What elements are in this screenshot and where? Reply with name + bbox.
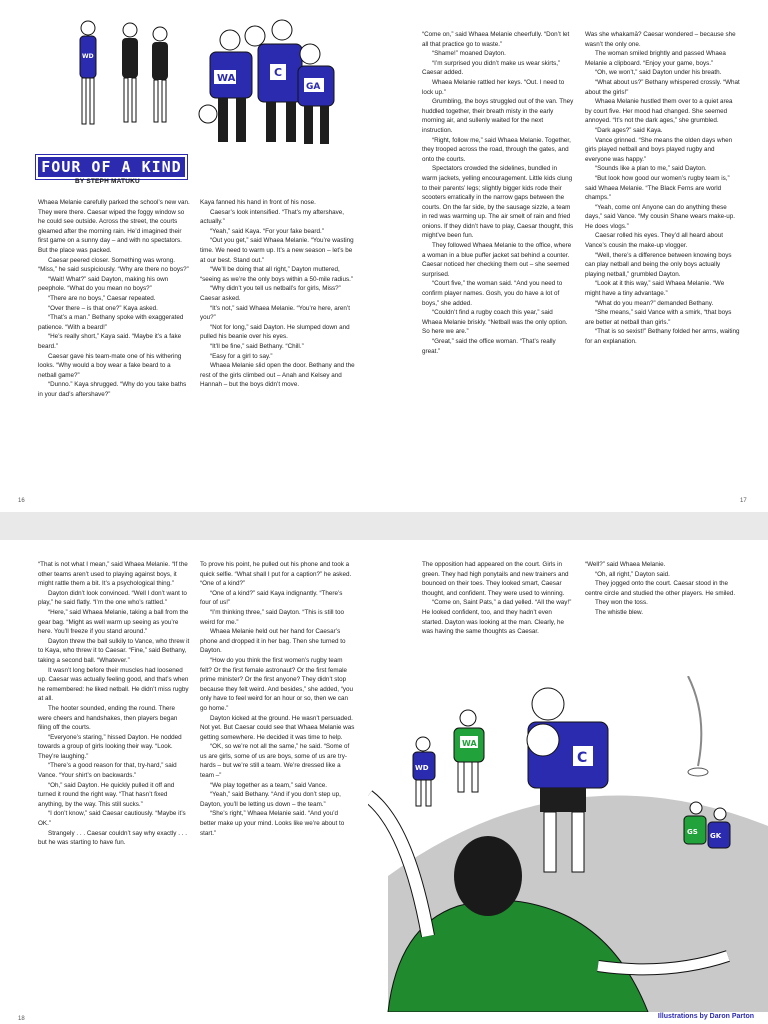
paragraph: Caesar rolled his eyes. They’d all heard about Vance’s cousin the make-up vlogger. (585, 232, 723, 250)
bib-wa-top: WA (217, 73, 236, 84)
illustration-credit: Illustrations by Daron Parton (657, 1013, 754, 1020)
bottom-col-2 (200, 560, 355, 838)
paragraph: Vance grinned. “She means the olden days when girls played netball and boys played rugby and everyone was happy.” (585, 136, 733, 163)
paragraph: They jogged onto the court. Caesar stood in the centre circle and studied the other players. He smiled. (585, 580, 736, 597)
paragraph: Whaea Melanie rattled her keys. “Out. I need to lock up.” (422, 78, 565, 96)
story-title-banner (36, 155, 187, 179)
paragraph: “Easy for a girl to say.” (210, 352, 273, 360)
paragraph: “Look at it this way,” said Whaea Melanie. “We might have a tiny advantage.” (585, 280, 725, 298)
bottom-spread (0, 540, 768, 1024)
bib-wa-bottom: WA (462, 739, 477, 748)
paragraph: “Sounds like a plan to me,” said Dayton. (595, 165, 707, 173)
paragraph: “Out you get,” said Whaea Melanie. “You’re wasting time. We need to warm up. It’s a new season – let’s be at our best. Stand out.” (200, 237, 354, 264)
paragraph: Spectators crowded the sidelines, bundled in warm jackets, yelling encouragement. Little kids clung to their parents’ legs; slightly bigger kids rode their scooters erratically in the narrow gaps between the courts. On the far side, by the sausage sizzle, a team in red was warming up. The air smelt of rain and fried onions. If they didn’t have to play, Caesar thought, this might’ve been fun. (422, 165, 574, 240)
paragraph: Strangely . . . Caesar couldn’t say why exactly . . . but he was starting to have fun. (38, 829, 187, 847)
paragraph: “I’m surprised you didn’t make us wear skirts,” Caesar added. (422, 59, 561, 77)
paragraph: “Oh, all right,” Dayton said. (595, 570, 670, 578)
paragraph: Kaya fanned his hand in front of his nose. (200, 199, 316, 206)
paragraph: They followed Whaea Melanie to the office, where a woman in a blue puffer jacket sat behind a counter. Caesar noticed her checking them out – she seemed surprised. (422, 242, 572, 278)
paragraph: “OK, so we’re not all the same,” he said. “Some of us are girls, some of us are boys, some of us are try-hards – but we’re still a team. We’re dressed like a team –” (200, 743, 350, 780)
paragraph: “Couldn’t find a rugby coach this year,” said Whaea Melanie briskly. “Netball was the only option. So here we are.” (422, 309, 568, 336)
paragraph: Dayton didn’t look convinced. “Well I don’t want to play,” he said flatly. “I’m the one who’s rattled.” (38, 589, 187, 607)
paragraph: The hooter sounded, ending the round. There were cheers and handshakes, then players began filing off the courts. (38, 704, 178, 732)
paragraph: Caesar peered closer. Something was wrong. “Miss,” he said suspiciously. “Why are there no boys?” (38, 256, 189, 274)
paragraph: “Dark ages?” said Kaya. (595, 126, 663, 134)
paragraph: “Come on, Saint Pats,” a dad yelled. “All the way!” He looked confident, too, and they hadn’t even started. Dayton was looking at the man. Clearly, he was having the same thoughts as Caesar. (422, 599, 572, 636)
paragraph: It wasn’t long before their muscles had loosened up. Caesar was actually feeling good, and that’s when he remembered: he liked netball. He didn’t miss rugby at all. (38, 666, 189, 703)
top-col-1 (38, 198, 190, 399)
paragraph: “Yeah,” said Bethany. “And if you don’t step up, Dayton, you’ll be letting us down – the team.” (200, 791, 341, 808)
paragraph: “It’ll be fine,” said Bethany. “Chill.” (210, 342, 304, 350)
paragraph: “Everyone’s staring,” hissed Dayton. He nodded towards a group of girls looking their way. “Look. They’re laughing.” (38, 733, 182, 760)
paragraph: “Well?” said Whaea Melanie. (585, 561, 666, 568)
page-number: 18 (18, 1016, 25, 1022)
court-illustration (368, 676, 768, 1012)
bottom-col-4 (585, 560, 740, 618)
paragraph: The woman smiled brightly and passed Whaea Melanie a clipboard. “Enjoy your game, boys.” (585, 50, 726, 67)
page-number: 17 (740, 498, 747, 504)
top-col-3 (422, 30, 574, 356)
page-number: 16 (18, 498, 25, 504)
bib-c-bottom: C (577, 750, 588, 766)
paragraph: “Shame!” moaned Dayton. (432, 50, 506, 58)
top-col-2 (200, 198, 355, 390)
paragraph: Whaea Melanie hustled them over to a quiet area by court five. Her mood had changed. She seemed annoyed. “It’s not the dark ages,” she grumbled. (585, 98, 733, 125)
paragraph: “There’s a good reason for that, try-hard,” said Vance. “Your shirt’s on backwards.” (38, 762, 177, 780)
paragraph: “That is so sexist!” Bethany folded her arms, waiting for an explanation. (585, 328, 740, 345)
paragraph: “It’s not,” said Whaea Melanie. “You’re here, aren’t you?” (200, 304, 351, 322)
paragraph: “That is not what I mean,” said Whaea Melanie. “If the other teams aren’t used to playing against boys, it might rattle them a bit. It’s a psychological thing.” (38, 561, 188, 588)
paragraph: “There are no boys,” Caesar repeated. (48, 294, 156, 302)
paragraph: Dayton kicked at the ground. He wasn’t persuaded. Not yet. But Caesar could see that Whaea Melanie was getting somewhere. He decided it was time to help. (200, 714, 355, 741)
paragraph: “I’m thinking three,” said Dayton. “This is still too weird for me.” (200, 608, 345, 626)
bib-wd-bottom: WD (415, 764, 429, 772)
bib-gk-bottom: GK (710, 832, 722, 840)
paragraph: “I don’t know,” said Caesar cautiously. “Maybe it’s OK.” (38, 810, 186, 828)
paragraph: “Court five,” the woman said. “And you need to confirm player names. Gosh, you do have a lot of boys,” she added. (422, 280, 563, 307)
paragraph: “Here,” said Whaea Melanie, taking a ball from the gear bag. “Might as well warm up seeing as you’re here. You’ll freeze if you stand around.” (38, 608, 189, 636)
girls-group (80, 21, 168, 124)
paragraph: “What about us?” Bethany whispered crossly. “What about the girls!” (585, 78, 740, 96)
paragraph: Was she whakamā? Caesar wondered – because she wasn’t the only one. (585, 31, 736, 48)
paragraph: “One of a kind?” said Kaya indignantly. “There’s four of us!” (200, 589, 343, 607)
paragraph: They won the toss. (595, 599, 648, 607)
paragraph: Whaea Melanie held out her hand for Caesar’s phone and dropped it in her bag. Then she turned to Dayton. (200, 628, 346, 655)
paragraph: “Yeah, come on! Anyone can do anything these days,” said Vance. “My cousin Shane wears make-up. He does vlogs.” (585, 203, 736, 230)
paragraph: “Yeah,” said Kaya. “For your fake beard.” (210, 227, 324, 235)
bottom-col-3 (422, 560, 574, 637)
paragraph: Grumbling, the boys struggled out of the van. They huddled together, their breath misty in the early morning air, and sullenly waited for the next instruction. (422, 98, 574, 134)
paragraph: Caesar’s look intensified. “That’s my aftershave, actually.” (200, 208, 345, 226)
bib-wd-top: WD (82, 53, 94, 60)
paragraph: “Oh, we won’t,” said Dayton under his breath. (595, 69, 722, 77)
paragraph: “Not for long,” said Dayton. He slumped down and pulled his beanie over his eyes. (200, 323, 350, 341)
paragraph: “Come on,” said Whaea Melanie cheerfully. “Don’t let all that practice go to waste.” (422, 31, 570, 48)
paragraph: “That’s a man.” Bethany spoke with exaggerated patience. “With a beard!” (38, 314, 184, 331)
paragraph: “She’s right,” Whaea Melanie said. “And you’d better make up your mind. Looks like we’re about to start.” (200, 810, 345, 837)
top-col-4 (585, 30, 740, 347)
paragraph: “Why didn’t you tell us netball’s for girls, Miss?” Caesar asked. (200, 285, 341, 302)
paragraph: Dayton threw the ball sulkily to Vance, who threw it to Kaya, who threw it to Caesar. “Fine,” said Bethany, taking a second ball. “Whatever.” (38, 637, 190, 664)
bib-c-top: C (274, 66, 283, 79)
paragraph: Whaea Melanie slid open the door. Bethany and the rest of the girls climbed out – Anah and Kelsey and Hannah – but the boys didn’t move. (200, 362, 355, 389)
paragraph: “Wait! What?” said Dayton, making his own peephole. “What do you mean no boys?” (38, 275, 169, 293)
paragraph: “Great,” said the office woman. “That’s really great.” (422, 338, 556, 355)
bottom-col-1 (38, 560, 190, 848)
paragraph: “Right, follow me,” said Whaea Melanie. Together, they trooped across the road, through the gates, and onto the courts. (422, 136, 571, 163)
bib-ga-top: GA (306, 82, 321, 92)
bib-gs-bottom: GS (687, 828, 698, 836)
paragraph: The opposition had appeared on the court. Girls in green. They had high ponytails and new trainers and bounced on their toes. They looked smart, Caesar thought, and confident. They were used to winning. (422, 561, 569, 597)
paragraph: “Over there – is that one?” Kaya asked. (48, 304, 158, 312)
paragraph: Caesar gave his team-mate one of his withering looks. “Why would a boy wear a fake beard to a netball game?” (38, 352, 182, 379)
byline: BY STEPH MATUKU (75, 178, 140, 185)
paragraph: Whaea Melanie carefully parked the school’s new van. They were there. Caesar wiped the foggy window so he could see outside. Across the street, the courts gleamed after the morning rain. He’d imagined their first game on a sunny day – and with no spectators. But the place was packed. (38, 199, 190, 254)
paragraph: “She means,” said Vance with a smirk, “that boys are better at netball than girls.” (585, 309, 732, 326)
paragraph: “But look how good our women’s rugby team is,” said Whaea Melanie. “The Black Ferns are world champs.” (585, 174, 730, 202)
story-title: FOUR OF A KIND (41, 158, 182, 176)
paragraph: To prove his point, he pulled out his phone and took a quick selfie. “What shall I put for a caption?” he asked. “One of a kind?” (200, 561, 352, 588)
paragraph: “He’s really short,” Kaya said. “Maybe it’s a fake beard.” (38, 333, 182, 350)
paragraph: “We’ll be doing that all right,” Dayton muttered, “seeing as we’re the only boys within a 50-mile radius.” (200, 266, 353, 283)
team-illustration (60, 10, 380, 160)
paragraph: “Well, there’s a difference between knowing boys can play netball and being the only boys actually playing netball,” grumbled Dayton. (585, 251, 732, 278)
paragraph: The whistle blew. (595, 608, 643, 616)
paragraph: “What do you mean?” demanded Bethany. (595, 299, 714, 307)
paragraph: “We play together as a team,” said Vance. (210, 781, 328, 789)
paragraph: “Oh,” said Dayton. He quickly pulled it off and turned it round the right way. “That hasn’t fixed anything, by the way. This still sucks.” (38, 781, 175, 808)
paragraph: “How do you think the first women’s rugby team felt? Or the first female astronaut? Or the first female prime minister? Or the first anyone? They didn’t stop because they felt weird. And besides,” she added, “you only have to feel weird for an hour or so, then we can go home.” (200, 656, 353, 712)
paragraph: “Dunno.” Kaya shrugged. “Why do you take baths in your dad’s aftershave?” (38, 381, 187, 398)
